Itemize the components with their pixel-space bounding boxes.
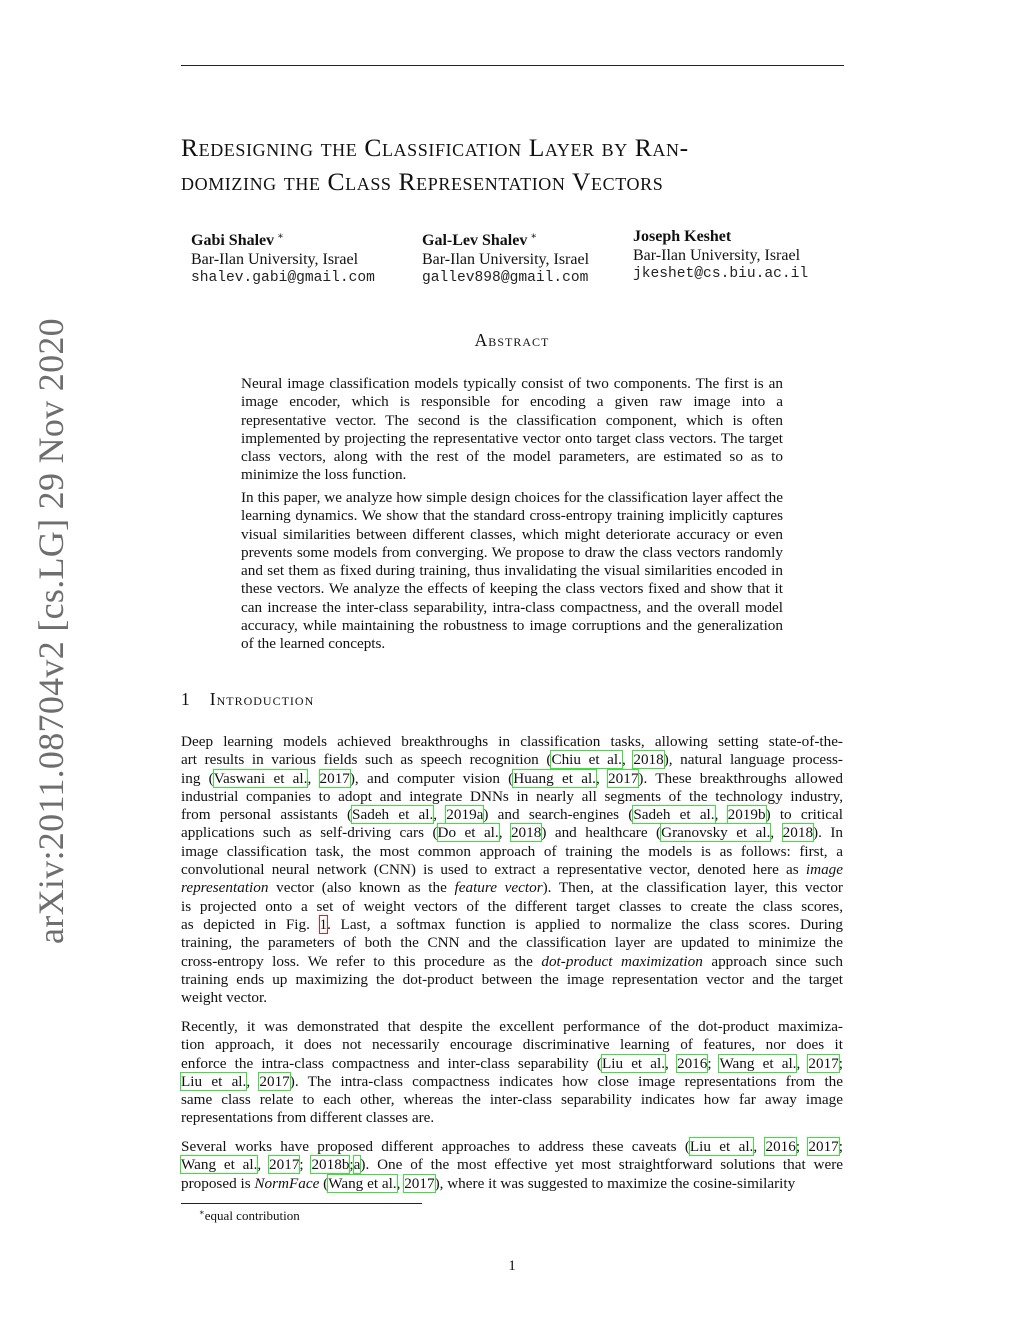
emphasis-text: representation (181, 879, 269, 897)
text-line: enforce the intra-class compactness and inter-class separability (Liu et al., 2016; Wang et al., 2017; (181, 1054, 844, 1072)
text-line: is projected onto a set of weight vectors of the different target classes to create the class scores, (181, 897, 843, 915)
text-line: Deep learning models achieved breakthroughs in classification tasks, allowing setting state-of-the- (181, 733, 843, 750)
emphasis-text: dot-product maximization (541, 952, 703, 970)
citation-link[interactable]: Vaswani et al. (213, 769, 308, 787)
citation-link[interactable]: Wang et al. (719, 1054, 797, 1072)
section-heading (181, 689, 314, 710)
citation-link[interactable]: 2018 (782, 824, 814, 842)
intro-paragraph-2 (181, 1018, 843, 1128)
intro-paragraph-3 (181, 1138, 843, 1193)
citation-link[interactable]: 2018 (633, 751, 664, 769)
arxiv-side-stamp: arXiv:2011.08704v2 [cs.LG] 29 Nov 2020 (31, 318, 71, 944)
emphasis-text: image (805, 861, 843, 879)
text-line: ing (Vaswani et al., 2017), and computer vision (Huang et al., 2017). These breakthroughs allowed (181, 769, 844, 787)
citation-link[interactable]: Liu et al. (689, 1138, 754, 1155)
text-line: training, the parameters of both the CNN and the classification layer are updated to minimize the (181, 934, 843, 952)
author-name: Gabi Shalev ∗ (191, 231, 284, 249)
citation-link[interactable]: Chiu et al. (551, 751, 622, 769)
title-line-1: Redesigning the Classification Layer by Ran- (181, 133, 689, 162)
text-line: applications such as self-driving cars (Do et al., 2018) and healthcare (Granovsky et al., 2018). In (181, 824, 843, 842)
emphasis-text: feature vector (454, 879, 543, 897)
text-line: representation vector (also known as the feature vector). Then, at the classification layer, this vector (181, 879, 843, 897)
top-rule (181, 65, 844, 66)
citation-link[interactable]: Wang et al. (181, 1156, 258, 1174)
citation-link[interactable]: Liu et al. (601, 1054, 666, 1072)
text-line: representations from different classes are. (181, 1109, 435, 1127)
figure-ref-link[interactable]: 1 (319, 915, 328, 933)
text-line: same class relate to each other, whereas the inter-class separability indicates how far away image (181, 1091, 843, 1109)
author-block (422, 227, 589, 288)
text-line: weight vector. (181, 989, 268, 1007)
text-line: Wang et al., 2017; 2018b;a). One of the most effective yet most straightforward solutions that were (181, 1156, 844, 1174)
citation-link[interactable]: 2016 (676, 1054, 708, 1072)
author-email[interactable]: shalev.gabi@gmail.com (191, 270, 375, 286)
citation-link[interactable]: 2017 (608, 769, 639, 787)
citation-link[interactable]: 2019b (727, 806, 766, 824)
citation-link[interactable]: 2017 (269, 1156, 300, 1174)
text-line: cross-entropy loss. We refer to this procedure as the dot-product maximization approach since such (181, 952, 843, 970)
text-line: convolutional neural network (CNN) is used to extract a representative vector, denoted here as image (181, 861, 843, 879)
footnote-rule (181, 1203, 422, 1204)
emphasis-text: NormFace (254, 1174, 320, 1192)
section-number: 1 (181, 689, 190, 709)
text-line: from personal assistants (Sadeh et al., 2019a) and search-engines (Sadeh et al., 2019b) to critical (181, 806, 844, 824)
author-block (633, 227, 808, 284)
author-email[interactable]: jkeshet@cs.biu.ac.il (633, 266, 809, 282)
abstract-paragraph-2: In this paper, we analyze how simple design choices for the classification layer affect the learning dynamics. We show that the standard cross-entropy training implicitly captures visual similarities between different classes, which might deteriorate accuracy or even prevents some models from converging. We propose to draw the class vectors randomly and set them as fixed during training, thus invalidating the visual similarities encoded in these vectors. We analyze the effects of keeping the class vectors fixed and show that it can increase the inter-class separability, intra-class compactness, and the overall model accuracy, while maintaining the robustness to image corruptions and the generalization of the learned concepts. (241, 489, 783, 653)
author-block (191, 227, 375, 288)
page-number: 1 (508, 1257, 516, 1274)
paper-title (181, 131, 851, 199)
author-mark: ∗ (530, 231, 538, 242)
text-line: industrial companies to adopt and integrate DNNs in nearly all segments of the technology industry, (181, 787, 843, 805)
text-line: Recently, it was demonstrated that despite the excellent performance of the dot-product maximiza- (181, 1018, 843, 1035)
citation-link[interactable]: 2017 (808, 1054, 839, 1072)
abstract-paragraph-1: Neural image classification models typically consist of two components. The first is an image encoder, which is responsible for encoding a given raw image into a representative vector. The second is the classification component, which is often implemented by projecting the representative vector onto target class vectors. The target class vectors, along with the rest of the model parameters, are estimated so as to minimize the loss function. (241, 375, 783, 484)
citation-link[interactable]: 2017 (319, 769, 350, 787)
author-email[interactable]: gallev898@gmail.com (422, 270, 589, 286)
citation-link[interactable]: a (353, 1156, 361, 1174)
text-line: training ends up maximizing the dot-product between the image representation vector and the target (181, 970, 843, 988)
intro-paragraph-1 (181, 733, 843, 1007)
footnote-mark: ∗ (199, 1207, 205, 1217)
text-line: as depicted in Fig. 1. Last, a softmax function is applied to normalize the class scores. During (181, 915, 843, 933)
abstract-heading: Abstract (474, 330, 550, 350)
footnote (199, 1207, 300, 1224)
citation-link[interactable]: Granovsky et al. (661, 824, 771, 842)
author-affiliation: Bar-Ilan University, Israel (422, 251, 590, 268)
section-title: Introduction (209, 689, 315, 709)
title-line-2: domizing the Class Representation Vectors (181, 167, 664, 196)
author-name: Joseph Keshet (633, 228, 732, 245)
citation-link[interactable]: 2017 (808, 1138, 839, 1155)
author-affiliation: Bar-Ilan University, Israel (633, 247, 801, 264)
citation-link[interactable]: Sadeh et al. (352, 806, 434, 824)
citation-link[interactable]: Sadeh et al. (633, 806, 715, 824)
text-line: Several works have proposed different approaches to address these caveats (Liu et al., 2016; 2017; (181, 1138, 843, 1155)
citation-link[interactable]: 2016 (765, 1138, 796, 1155)
text-line: tion approach, it does not necessarily encourage discriminative learning of features, nor does it (181, 1036, 843, 1054)
author-affiliation: Bar-Ilan University, Israel (191, 251, 359, 268)
citation-link[interactable]: 2018 (510, 824, 542, 842)
citation-link[interactable]: 2018b (311, 1156, 350, 1174)
text-line: art results in various fields such as speech recognition (Chiu et al., 2018), natural language process- (181, 751, 843, 769)
citation-link[interactable]: Do et al. (437, 824, 499, 842)
author-mark: ∗ (277, 231, 284, 242)
text-line: Liu et al., 2017). The intra-class compactness indicates how close image representations from the (181, 1072, 843, 1090)
citation-link[interactable]: Liu et al. (181, 1072, 247, 1090)
citation-link[interactable]: 2019a (446, 806, 484, 824)
citation-link[interactable]: Huang et al. (513, 769, 596, 787)
citation-link[interactable]: Wang et al. (328, 1174, 397, 1192)
footnote-text: equal contribution (204, 1208, 300, 1223)
citation-link[interactable]: 2017 (259, 1072, 290, 1090)
citation-link[interactable]: 2017 (404, 1174, 435, 1192)
text-line: image classification task, the most common approach of training the models is as follows: first, a (181, 842, 843, 860)
author-name: Gal-Lev Shalev ∗ (422, 231, 538, 249)
text-line: proposed is NormFace (Wang et al., 2017), where it was suggested to maximize the cosine-similarity (181, 1174, 796, 1192)
